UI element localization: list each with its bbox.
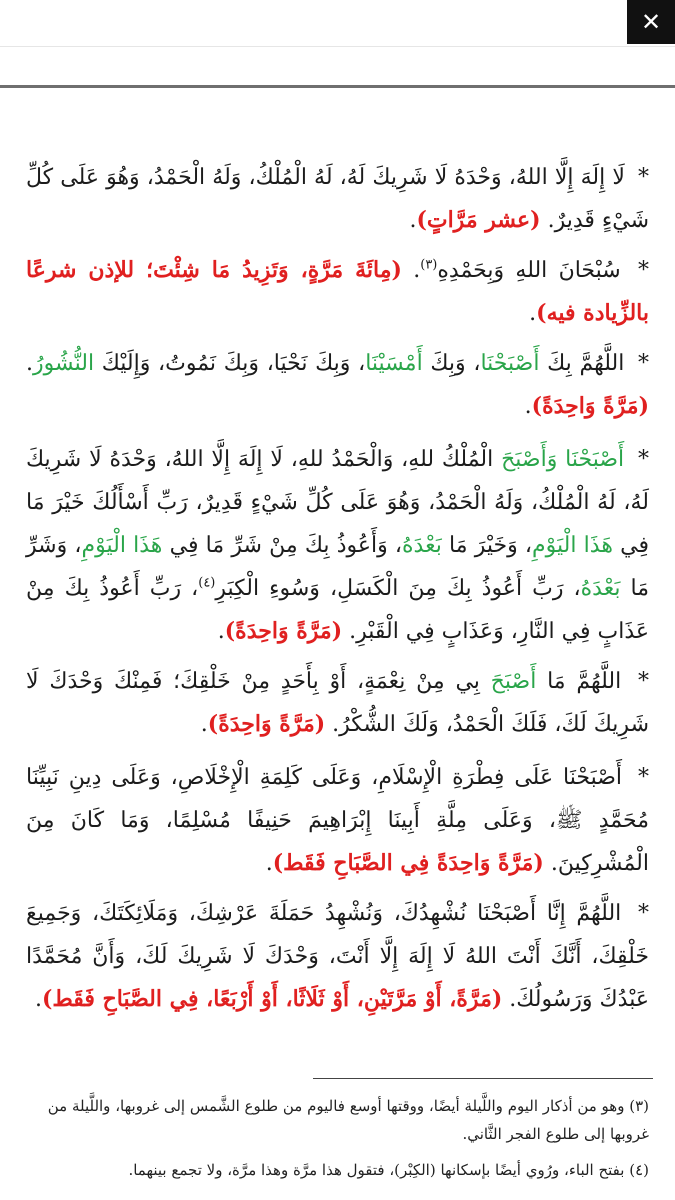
- bullet-star: *: [630, 165, 649, 190]
- repetition-note: (مَرَّةً وَاحِدَةً): [224, 618, 343, 644]
- dhikr-text: .: [34, 987, 42, 1012]
- dhikr-text: .: [529, 301, 537, 326]
- dhikr-text: اللَّهُمَّ إِنَّا أَصْبَحْنَا نُشْهِدُكَ، وَنُشْهِدُ حَمَلَةَ عَرْشِكَ، وَمَلَائِكَتَكَ، وَجَمِيعَ خَلْقِكَ، أَنَّكَ أَنْتَ اللهُ لَا إِلَهَ إِلَّا أَنْتَ، وَحْدَكَ لَا شَرِيكَ لَكَ، وَأَنَّ مُحَمَّدًا عَبْدُكَ وَرَسُولُكَ.: [26, 901, 649, 1012]
- dhikr-paragraph: [26, 438, 649, 653]
- footnote-ref: (٤): [198, 575, 216, 591]
- close-icon[interactable]: ✕: [627, 0, 675, 44]
- highlighted-word: هَذَا الْيَوْمِ: [81, 533, 163, 558]
- dhikr-text: اللَّهُمَّ مَا: [536, 669, 622, 694]
- header-divider: [0, 85, 675, 88]
- dhikr-text: .: [265, 851, 273, 876]
- repetition-note: (مِائَةَ مَرَّةٍ، وَتَزِيدُ مَا شِئْتَ؛ للإذن شرعًا بالزِّيادة فيه): [26, 257, 649, 326]
- top-bar: [0, 0, 675, 47]
- dhikr-text: ، رَبِّ أَعُوذُ بِكَ مِنْ عَذَابٍ فِي النَّارِ، وَعَذَابٍ فِي الْقَبْرِ.: [26, 576, 649, 644]
- dhikr-text: .: [524, 394, 532, 419]
- footnote-3: (٣) وهو من أذكار اليوم واللَّيلة أيضًا، ووقتها أوسع فاليوم من طلوع الشَّمس إلى غروبها، واللَّيلة من غروبها إلى طلوع الفجر الثَّاني.: [47, 1097, 649, 1143]
- dhikr-text: .: [200, 712, 208, 737]
- dhikr-text: .: [401, 258, 421, 283]
- highlighted-word: أَمْسَيْنَا: [365, 351, 423, 376]
- dhikr-text: سُبْحَانَ اللهِ وَبِحَمْدِهِ: [437, 258, 621, 283]
- bullet-star: *: [628, 765, 649, 790]
- footnote-ref: (٣): [420, 257, 438, 273]
- footnotes: [26, 1092, 649, 1192]
- adhkar-text: [26, 156, 649, 1028]
- repetition-note: (مَرَّةً وَاحِدَةً فِي الصَّبَاحِ فَقَط): [272, 850, 544, 876]
- dhikr-paragraph: [26, 756, 649, 885]
- dhikr-text: ، وَبِكَ نَحْيَا، وَبِكَ نَمُوتُ، وَإِلَيْكَ: [94, 351, 366, 376]
- bullet-star: *: [630, 447, 649, 472]
- dhikr-text: ، وَبِكَ: [422, 351, 481, 376]
- highlighted-word: النُّشُورُ: [33, 351, 95, 376]
- bullet-star: *: [627, 669, 649, 694]
- repetition-note: (مَرَّةً وَاحِدَةً): [207, 711, 326, 737]
- dhikr-text: .: [217, 619, 225, 644]
- footnote-4: (٤) بفتح الباء، ورُوي أيضًا بإسكانها (الكِبْر)، فتقول هذا مرَّة وهذا مرَّة، ولا تجمع بينهما.: [128, 1161, 649, 1179]
- dhikr-text: أَصْبَحْنَا عَلَى فِطْرَةِ الْإِسْلَامِ، وَعَلَى كَلِمَةِ الْإِخْلَاصِ، وَعَلَى دِينِ نَبِيِّنَا مُحَمَّدٍ ﷺ، وَعَلَى مِلَّةِ أَبِينَا إِبْرَاهِيمَ حَنِيفًا مُسْلِمًا، وَمَا كَانَ مِنَ الْمُشْرِكِينَ.: [26, 765, 649, 876]
- bullet-star: *: [627, 901, 650, 926]
- dhikr-paragraph: [26, 156, 649, 242]
- dhikr-paragraph: [26, 249, 649, 335]
- bullet-star: *: [630, 351, 650, 376]
- dhikr-text: ، وَخَيْرَ مَا: [441, 533, 533, 558]
- highlighted-word: أَصْبَحَ: [490, 669, 537, 694]
- dhikr-paragraph: [26, 660, 649, 746]
- dhikr-text: ، وَشَرِّ مَا: [26, 533, 649, 601]
- dhikr-text: الْمُلْكُ للهِ، وَالْحَمْدُ للهِ، لَا إِلَهَ إِلَّا اللهُ، وَحْدَهُ لَا شَرِيكَ لَهُ، لَهُ الْمُلْكُ، وَلَهُ الْحَمْدُ، وَهُوَ عَلَى كُلِّ شَيْءٍ قَدِيرٌ، رَبِّ أَسْأَلُكَ خَيْرَ مَا فِي: [26, 447, 649, 558]
- highlighted-word: هَذَا الْيَوْمِ: [532, 533, 613, 558]
- dhikr-text: اللَّهُمَّ بِكَ: [539, 351, 625, 376]
- dhikr-text: ، وَأَعُوذُ بِكَ مِنْ شَرِّ مَا فِي: [162, 533, 403, 558]
- dhikr-text: .: [409, 208, 417, 233]
- highlighted-word: أَصْبَحْنَا: [480, 351, 540, 376]
- repetition-note: (عشر مَرَّاتٍ): [416, 207, 541, 233]
- repetition-note: (مَرَّةً وَاحِدَةً): [531, 393, 649, 419]
- repetition-note: (مَرَّةً، أَوْ مَرَّتَيْنِ، أَوْ ثَلَاثًا، أَوْ أَرْبَعًا، فِي الصَّبَاحِ فَقَط): [41, 986, 503, 1012]
- highlighted-word: بَعْدَهُ: [580, 576, 621, 601]
- dhikr-paragraph: [26, 892, 649, 1021]
- highlighted-word: أَصْبَحْنَا وَأَصْبَحَ: [501, 447, 625, 472]
- dhikr-text: ، رَبِّ أَعُوذُ بِكَ مِنَ الْكَسَلِ، وَسُوءِ الْكِبَرِ: [215, 576, 581, 601]
- dhikr-text: بِي مِنْ نِعْمَةٍ، أَوْ بِأَحَدٍ مِنْ خَلْقِكَ؛ فَمِنْكَ وَحْدَكَ لَا شَرِيكَ لَكَ، فَلَكَ الْحَمْدُ، وَلَكَ الشُّكْرُ.: [26, 669, 649, 737]
- dhikr-paragraph: [26, 342, 649, 428]
- highlighted-word: بَعْدَهُ: [402, 533, 442, 558]
- dhikr-text: .: [26, 351, 33, 376]
- dhikr-text: لَا إِلَهَ إِلَّا اللهُ، وَحْدَهُ لَا شَرِيكَ لَهُ، لَهُ الْمُلْكُ، وَلَهُ الْحَمْدُ، وَهُوَ عَلَى كُلِّ شَيْءٍ قَدِيرٌ.: [26, 165, 649, 233]
- footnote-divider: [313, 1078, 653, 1079]
- bullet-star: *: [626, 258, 649, 283]
